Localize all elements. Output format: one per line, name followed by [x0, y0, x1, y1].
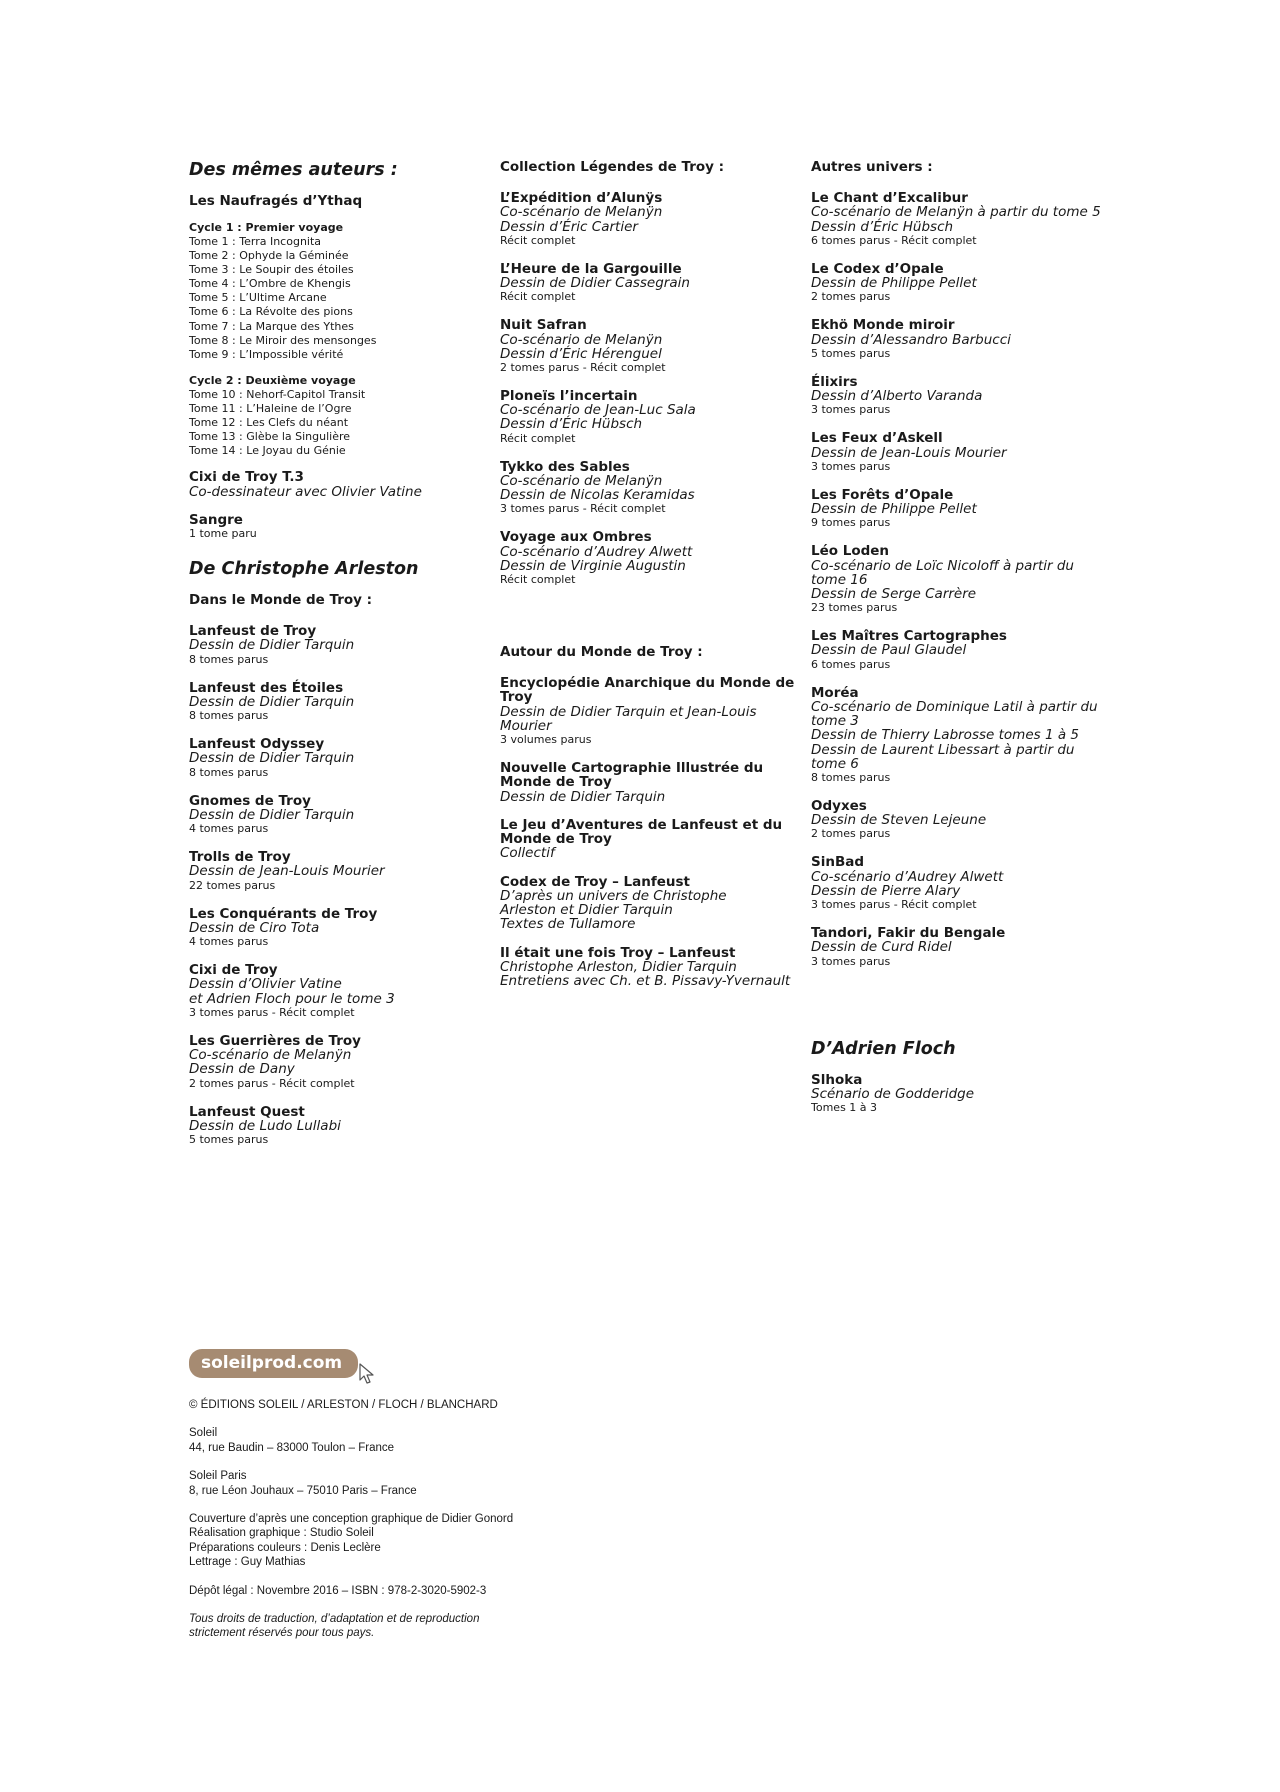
footer-line: Couverture d’après une conception graphique de Didier Gonord	[189, 1513, 514, 1526]
book-entry	[811, 375, 1111, 418]
book-title: Trolls de Troy	[189, 849, 291, 866]
book-status: 2 tomes parus - Récit complet	[500, 360, 666, 374]
book-status: 3 volumes parus	[500, 733, 592, 747]
book-credit: Dessin d’Olivier Vatine et Adrien Floch pour le tome 3	[189, 976, 395, 1007]
footer-line: Tous droits de traduction, d’adaptation et de reproduction	[189, 1613, 480, 1626]
book-credit: Dessin de Didier Tarquin	[189, 637, 355, 654]
book-credit: Dessin de Didier Tarquin	[500, 788, 666, 805]
book-title: Les Feux d’Askell	[811, 430, 943, 447]
book-status: 6 tomes parus	[811, 657, 891, 671]
book-credit: Christophe Arleston, Didier Tarquin Entretiens avec Ch. et B. Pissavy-Yvernault	[500, 958, 791, 990]
book-credit: Dessin de Ciro Tota	[189, 919, 320, 936]
book-credit: Dessin de Didier Tarquin	[189, 750, 355, 767]
book-status: 8 tomes parus	[811, 770, 891, 784]
book-entry	[811, 431, 1111, 474]
book-status: 4 tomes parus	[189, 822, 269, 836]
book-credit: Dessin de Didier Tarquin et Jean-Louis Mourier	[500, 703, 757, 734]
production-credits	[189, 1512, 749, 1570]
book-entry	[811, 262, 1111, 305]
book-title: Slhoka	[811, 1071, 863, 1088]
book-credit: Dessin de Jean-Louis Mourier	[189, 863, 385, 880]
book-credit: Co-scénario de Dominique Latil à partir du tome 3 Dessin de Thierry Labrosse tomes 1 à 5 Dessin de Laurent Libessart à partir du tome 6	[811, 698, 1098, 772]
book-credit: Dessin de Didier Tarquin	[189, 806, 355, 823]
book-title: Tandori, Fakir du Bengale	[811, 925, 1006, 942]
book-entry	[189, 1034, 489, 1091]
book-credit: Dessin de Philippe Pellet	[811, 501, 977, 517]
book-entry	[189, 963, 489, 1020]
book-entry	[189, 737, 489, 780]
book-status: 1 tome paru	[189, 527, 257, 541]
book-status: 2 tomes parus	[811, 827, 891, 841]
book-status: Tomes 1 à 3	[811, 1101, 878, 1115]
book-title: Il était une fois Troy – Lanfeust	[500, 944, 736, 961]
book-title: Les Maîtres Cartographes	[811, 628, 1007, 645]
book-status: Récit complet	[500, 573, 576, 587]
book-status: 8 tomes parus	[189, 652, 269, 666]
book-entry	[811, 544, 1111, 615]
book-credit: Dessin de Philippe Pellet	[811, 275, 977, 291]
book-entry	[189, 513, 489, 541]
cycle-label: Cycle 2 : Deuxième voyage	[189, 373, 356, 387]
book-entry	[811, 191, 1111, 248]
tome-item: Tome 1 : Terra Incognita	[189, 235, 322, 248]
book-entry	[500, 191, 800, 248]
book-entry	[811, 1073, 1111, 1116]
cursor-pointer-icon	[358, 1363, 376, 1385]
book-title: Tykko des Sables	[500, 458, 630, 475]
book-entry	[500, 875, 800, 932]
book-credit: Collectif	[500, 845, 555, 862]
book-entry	[500, 460, 800, 517]
book-status: 23 tomes parus	[811, 601, 898, 615]
book-title: Lanfeust de Troy	[189, 623, 317, 640]
book-title: Le Codex d’Opale	[811, 260, 944, 277]
book-entry	[811, 799, 1111, 842]
column-middle	[500, 160, 800, 1002]
rights-notice	[189, 1612, 749, 1641]
book-entry	[500, 761, 800, 804]
section-heading-memes-auteurs: Des mêmes auteurs :	[189, 160, 398, 180]
address-paris: 8, rue Léon Jouhaux – 75010 Paris – France	[189, 1484, 417, 1497]
book-title: Les Conquérants de Troy	[189, 905, 378, 922]
book-entry	[811, 686, 1111, 785]
cycle-label: Cycle 1 : Premier voyage	[189, 221, 344, 234]
book-entry	[500, 318, 800, 375]
book-credit: Co-scénario de Loïc Nicoloff à partir du tome 16 Dessin de Serge Carrère	[811, 557, 1074, 602]
book-status: 3 tomes parus	[811, 954, 891, 968]
book-status: 8 tomes parus	[189, 765, 269, 779]
tome-item: Tome 7 : La Marque des Ythes	[189, 319, 354, 333]
tome-item: Tome 5 : L’Ultime Arcane	[189, 291, 327, 305]
book-title: Cixi de Troy	[189, 962, 278, 979]
book-title: Lanfeust Odyssey	[189, 736, 325, 753]
autour-list	[500, 676, 800, 988]
book-title: Moréa	[811, 684, 859, 701]
book-credit: Dessin de Curd Ridel	[811, 939, 952, 956]
book-credit: D’après un univers de Christophe Arleston et Didier Tarquin Textes de Tullamore	[500, 887, 727, 933]
book-title: Élixirs	[811, 373, 858, 390]
heading-autour-du-monde: Autour du Monde de Troy :	[500, 644, 703, 661]
book-status: 4 tomes parus	[189, 935, 269, 949]
book-credit: Co-scénario de Melanÿn Dessin d’Éric Cartier	[500, 204, 663, 235]
floch-list	[811, 1073, 1111, 1116]
book-entry	[189, 850, 489, 893]
book-status: 8 tomes parus	[189, 709, 269, 723]
book-status: 3 tomes parus - Récit complet	[189, 1005, 355, 1019]
cycle-1-block	[189, 221, 489, 362]
book-entry	[189, 681, 489, 724]
book-title: Gnomes de Troy	[189, 792, 311, 809]
book-credit: Dessin d’Alberto Varanda	[811, 388, 983, 404]
book-title: Ekhö Monde miroir	[811, 317, 955, 334]
book-credit: Dessin de Jean-Louis Mourier	[811, 444, 1007, 461]
address-toulon: 44, rue Baudin – 83000 Toulon – France	[189, 1441, 395, 1454]
heading-legendes-de-troy: Collection Légendes de Troy :	[500, 159, 725, 175]
column-left	[189, 160, 489, 1161]
book-credit: Co-scénario d’Audrey Alwett Dessin de Virginie Augustin	[500, 543, 693, 574]
book-credit: Co-scénario de Melanÿn Dessin d’Éric Hérenguel	[500, 331, 663, 362]
book-status: 9 tomes parus	[811, 516, 891, 530]
tome-item: Tome 14 : Le Joyau du Génie	[189, 444, 346, 458]
footer-line: Lettrage : Guy Mathias	[189, 1556, 306, 1569]
book-title: Les Forêts d’Opale	[811, 486, 954, 503]
other-books-list	[189, 470, 489, 541]
book-status: 3 tomes parus	[811, 403, 891, 417]
heading-autres-univers: Autres univers :	[811, 159, 933, 175]
book-entry	[500, 818, 800, 861]
book-title: Nuit Safran	[500, 317, 587, 334]
book-title: Lanfeust Quest	[189, 1103, 305, 1120]
book-entry	[811, 318, 1111, 361]
book-entry	[189, 907, 489, 950]
book-title: Lanfeust des Étoiles	[189, 679, 344, 696]
tome-item: Tome 3 : Le Soupir des étoiles	[189, 263, 354, 277]
book-status: 6 tomes parus - Récit complet	[811, 233, 977, 247]
book-status: 2 tomes parus	[811, 290, 891, 304]
legal-deposit: Dépôt légal : Novembre 2016 – ISBN : 978-2-3020-5902-3	[189, 1584, 487, 1597]
publisher-footer	[189, 1349, 749, 1641]
book-title: Odyxes	[811, 797, 867, 814]
book-title: Le Chant d’Excalibur	[811, 190, 968, 206]
book-status: Récit complet	[500, 431, 576, 445]
book-title: Encyclopédie Anarchique du Monde de Troy	[500, 675, 795, 706]
book-credit: Co-scénario d’Audrey Alwett Dessin de Pierre Alary	[811, 868, 1004, 899]
book-credit: Co-scénario de Melanÿn à partir du tome 5 Dessin d’Éric Hübsch	[811, 204, 1101, 235]
book-status: Récit complet	[500, 290, 576, 304]
tome-item: Tome 11 : L’Haleine de l’Ogre	[189, 401, 352, 415]
book-title: Ploneïs l’incertain	[500, 387, 638, 404]
book-title: Le Jeu d’Aventures de Lanfeust et du Monde de Troy	[500, 816, 783, 848]
column-right	[811, 160, 1111, 1129]
autres-univers-list	[811, 191, 1111, 969]
book-entry	[189, 624, 489, 667]
book-title: Nouvelle Cartographie Illustrée du Monde de Troy	[500, 760, 764, 791]
book-entry	[500, 389, 800, 446]
book-status: 5 tomes parus	[811, 346, 891, 360]
book-entry	[811, 488, 1111, 531]
book-entry	[189, 794, 489, 837]
book-title: L’Heure de la Gargouille	[500, 260, 682, 277]
address-paris-name: Soleil Paris	[189, 1470, 247, 1483]
tome-item: Tome 12 : Les Clefs du néant	[189, 416, 349, 430]
section-heading-floch: D’Adrien Floch	[811, 1038, 956, 1059]
legendes-list	[500, 191, 800, 587]
tome-item: Tome 4 : L’Ombre de Khengis	[189, 277, 351, 291]
book-status: 3 tomes parus - Récit complet	[500, 502, 666, 516]
book-credit: Dessin d’Alessandro Barbucci	[811, 331, 1011, 348]
book-status: 5 tomes parus	[189, 1133, 269, 1147]
book-title: Léo Loden	[811, 543, 890, 560]
book-credit: Dessin de Ludo Lullabi	[189, 1117, 341, 1134]
book-entry	[811, 926, 1111, 969]
book-entry	[189, 470, 489, 499]
book-credit: Scénario de Godderidge	[811, 1085, 975, 1102]
book-status: 3 tomes parus	[811, 459, 891, 473]
book-credit: Co-dessinateur avec Olivier Vatine	[189, 483, 422, 500]
series-title-naufrages: Les Naufragés d’Ythaq	[189, 193, 363, 209]
book-credit: Co-scénario de Melanÿn Dessin de Dany	[189, 1047, 352, 1078]
tome-item: Tome 8 : Le Miroir des mensonges	[189, 333, 377, 347]
book-credit: Dessin de Didier Cassegrain	[500, 275, 690, 291]
book-status: 3 tomes parus - Récit complet	[811, 898, 977, 912]
tome-list	[189, 388, 489, 458]
book-credit: Co-scénario de Melanÿn Dessin de Nicolas Keramidas	[500, 472, 695, 504]
book-entry	[811, 629, 1111, 672]
subheading-monde-de-troy: Dans le Monde de Troy :	[189, 592, 373, 609]
book-title: Les Guerrières de Troy	[189, 1032, 361, 1049]
book-title: SinBad	[811, 854, 865, 871]
book-entry	[500, 530, 800, 587]
troy-series-list	[189, 624, 489, 1147]
book-title: Sangre	[189, 511, 243, 528]
book-status: 2 tomes parus - Récit complet	[189, 1076, 355, 1090]
book-entry	[500, 946, 800, 989]
tome-item: Tome 13 : Glèbe la Singulière	[189, 430, 351, 444]
soleilprod-logo[interactable]	[189, 1349, 358, 1378]
section-heading-arleston: De Christophe Arleston	[189, 559, 419, 580]
cycle-2-block	[189, 374, 489, 458]
footer-line: Préparations couleurs : Denis Leclère	[189, 1541, 381, 1554]
tome-item: Tome 10 : Nehorf-Capitol Transit	[189, 387, 366, 401]
book-credit: Dessin de Didier Tarquin	[189, 693, 355, 710]
footer-line: Réalisation graphique : Studio Soleil	[189, 1527, 374, 1540]
book-entry	[500, 262, 800, 305]
address-toulon-name: Soleil	[189, 1427, 218, 1440]
tome-item: Tome 2 : Ophyde la Géminée	[189, 249, 349, 263]
book-credit: Co-scénario de Jean-Luc Sala Dessin d’Éric Hübsch	[500, 402, 696, 433]
book-entry	[500, 676, 800, 747]
book-title: Voyage aux Ombres	[500, 529, 652, 546]
tome-item: Tome 6 : La Révolte des pions	[189, 305, 353, 319]
footer-line: strictement réservés pour tous pays.	[189, 1627, 375, 1640]
book-entry	[811, 855, 1111, 912]
book-entry	[189, 1105, 489, 1148]
book-credit: Dessin de Paul Glaudel	[811, 642, 967, 659]
book-status: Récit complet	[500, 233, 576, 247]
tome-item: Tome 9 : L’Impossible vérité	[189, 347, 344, 361]
book-title: Codex de Troy – Lanfeust	[500, 873, 690, 890]
copyright: © ÉDITIONS SOLEIL / ARLESTON / FLOCH / BLANCHARD	[189, 1399, 498, 1411]
book-title: L’Expédition d’Alunÿs	[500, 190, 663, 206]
book-status: 22 tomes parus	[189, 878, 276, 892]
tome-list	[189, 235, 489, 362]
book-credit: Dessin de Steven Lejeune	[811, 812, 987, 829]
logo-text: soleilprod.com	[201, 1353, 343, 1373]
book-title: Cixi de Troy T.3	[189, 469, 304, 486]
